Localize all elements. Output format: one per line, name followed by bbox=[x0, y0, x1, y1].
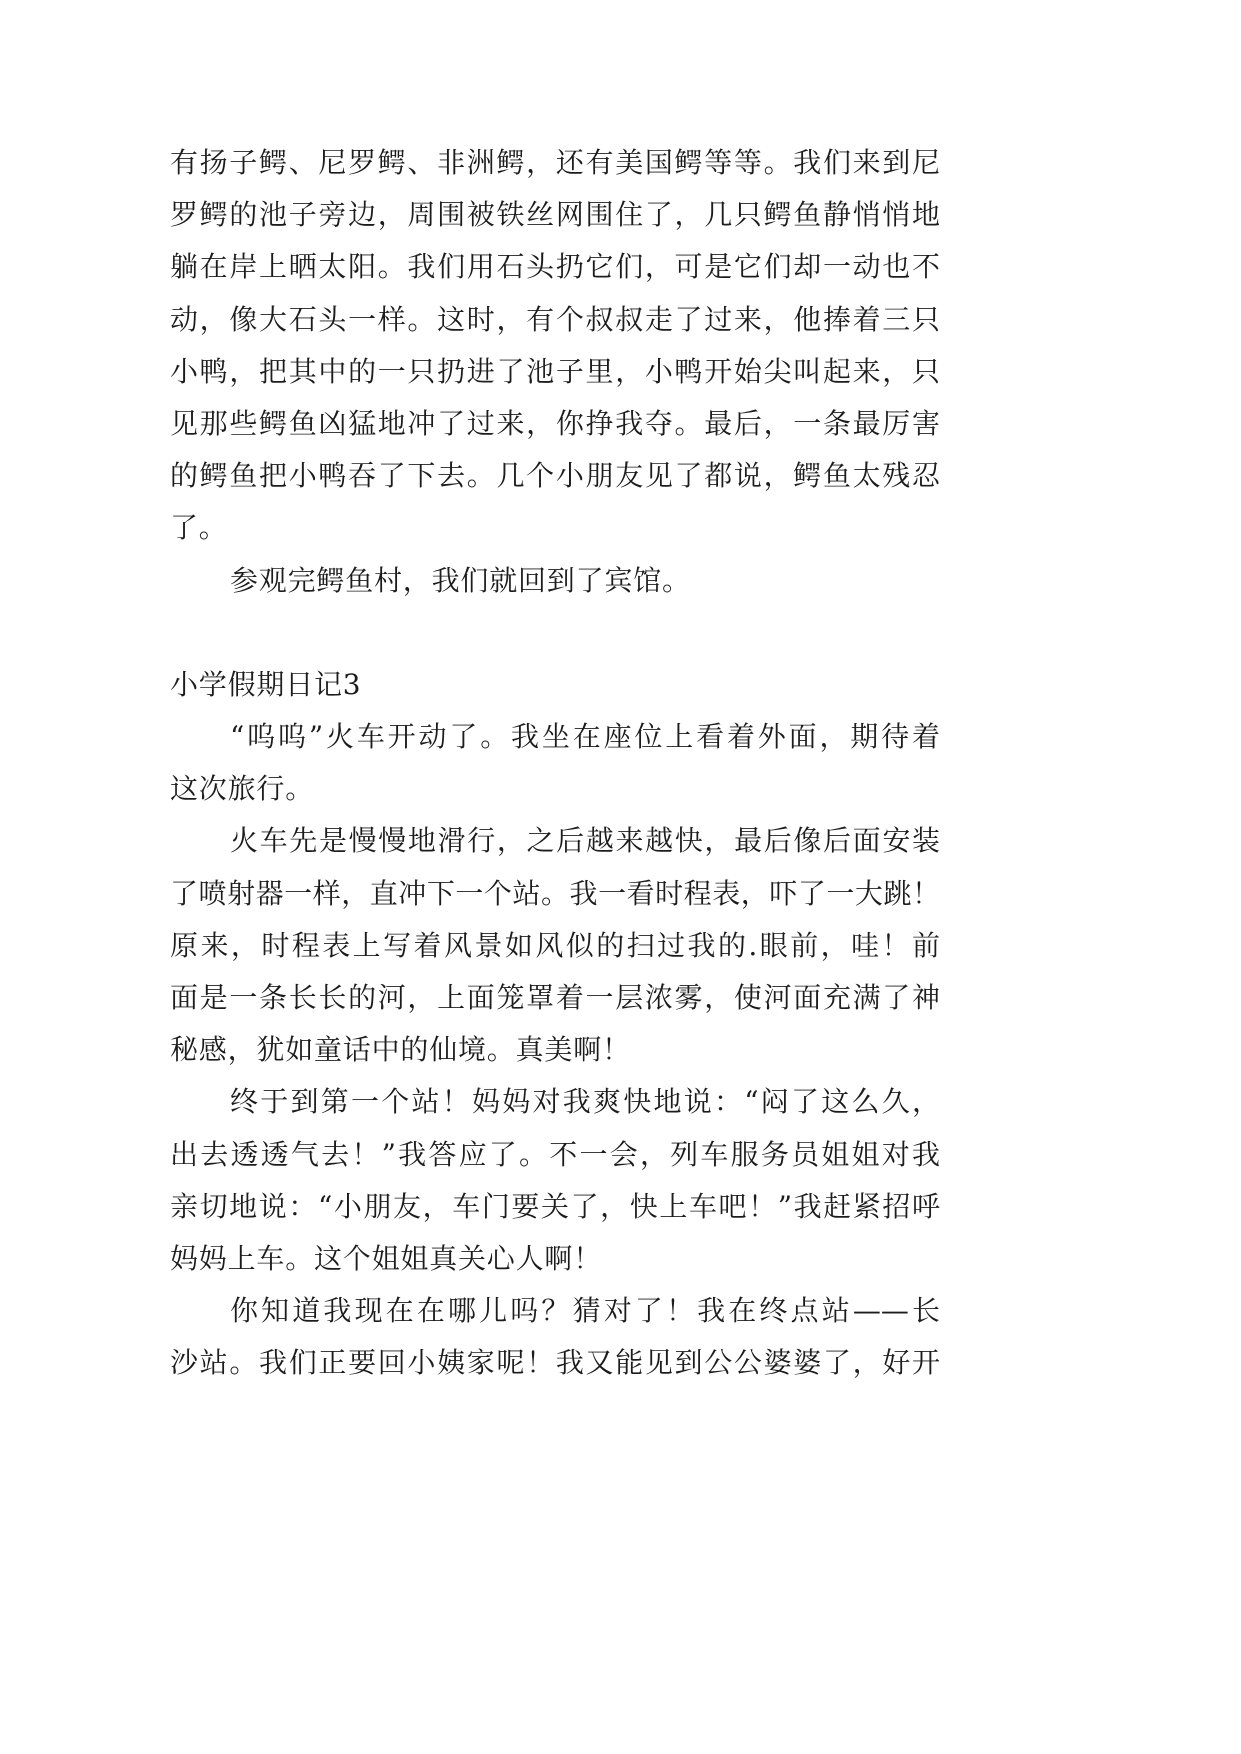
blank-line bbox=[170, 607, 940, 659]
text-line: 原来，时程表上写着风景如风似的扫过我的.眼前，哇！前 bbox=[170, 928, 940, 962]
text-line: 的鳄鱼把小鸭吞了下去。几个小朋友见了都说，鳄鱼太残忍 bbox=[170, 459, 940, 493]
text-line: 终于到第一个站！妈妈对我爽快地说：“闷了这么久， bbox=[230, 1085, 940, 1119]
text-line: 你知道我现在在哪儿吗？猜对了！我在终点站——长 bbox=[230, 1294, 940, 1328]
text-line: 了。 bbox=[170, 511, 228, 545]
text-line: 亲切地说：“小朋友，车门要关了，快上车吧！”我赶紧招呼 bbox=[170, 1189, 940, 1223]
paragraph bbox=[170, 815, 940, 1076]
text-line: 躺在岸上晒太阳。我们用石头扔它们，可是它们却一动也不 bbox=[170, 250, 940, 284]
text-line: 有扬子鳄、尼罗鳄、非洲鳄，还有美国鳄等等。我们来到尼 bbox=[170, 146, 940, 179]
paragraph-closing bbox=[170, 555, 940, 607]
paragraph bbox=[170, 1076, 940, 1285]
text-line: 秘感，犹如童话中的仙境。真美啊！ bbox=[170, 1033, 631, 1067]
paragraph-continued bbox=[170, 137, 940, 555]
text-line: 罗鳄的池子旁边，周围被铁丝网围住了，几只鳄鱼静悄悄地 bbox=[170, 198, 940, 232]
text-line: 这次旅行。 bbox=[170, 772, 315, 806]
text-line: 动，像大石头一样。这时，有个叔叔走了过来，他捧着三只 bbox=[170, 302, 940, 336]
text-line: 出去透透气去！”我答应了。不一会，列车服务员姐姐对我 bbox=[170, 1137, 940, 1171]
section-heading: 小学假期日记3 bbox=[170, 667, 362, 701]
text-line: 参观完鳄鱼村，我们就回到了宾馆。 bbox=[230, 563, 691, 597]
paragraph bbox=[170, 711, 940, 815]
paragraph bbox=[170, 1285, 940, 1389]
text-line: 见那些鳄鱼凶猛地冲了过来，你挣我夺。最后，一条最厉害 bbox=[170, 406, 940, 440]
text-line: 了喷射器一样，直冲下一个站。我一看时程表，吓了一大跳！ bbox=[170, 876, 940, 910]
text-line: 妈妈上车。这个姐姐真关心人啊！ bbox=[170, 1241, 603, 1275]
text-line: 火车先是慢慢地滑行，之后越来越快，最后像后面安装 bbox=[230, 824, 940, 858]
text-line: “呜呜”火车开动了。我坐在座位上看着外面，期待着 bbox=[230, 720, 940, 754]
text-line: 小鸭，把其中的一只扔进了池子里，小鸭开始尖叫起来，只 bbox=[170, 354, 940, 388]
text-line: 沙站。我们正要回小姨家呢！我又能见到公公婆婆了，好开 bbox=[170, 1346, 940, 1380]
text-column bbox=[170, 137, 940, 1390]
text-line: 面是一条长长的河，上面笼罩着一层浓雾，使河面充满了神 bbox=[170, 981, 940, 1014]
